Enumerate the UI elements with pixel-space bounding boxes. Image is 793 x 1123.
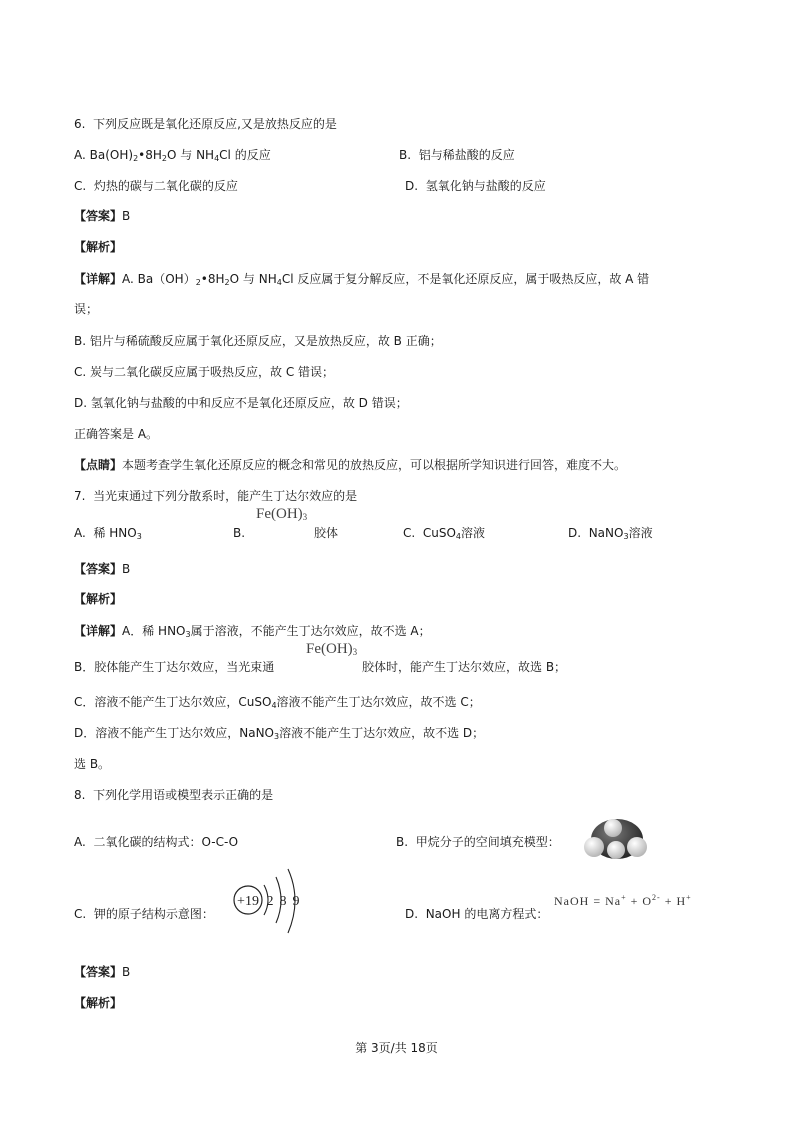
formula-text: Cl 的反应 xyxy=(219,148,271,162)
q6-detail-b: B. 铝片与稀硫酸反应属于氧化还原反应，又是放热反应，故 B 正确； xyxy=(74,334,442,348)
option-letter: A. xyxy=(74,148,86,162)
q7-stem-text: 当光束通过下列分散系时，能产生丁达尔效应的是 xyxy=(93,489,358,503)
subscript: 4 xyxy=(271,701,277,710)
subscript: 2 xyxy=(195,278,201,287)
subscript: 2 xyxy=(224,278,230,287)
q8-stem-text: 下列化学用语或模型表示正确的是 xyxy=(93,788,274,802)
subscript: 4 xyxy=(214,154,220,163)
detail-text: Cl 反应属于复分解反应，不是氧化还原反应，属于吸热反应，故 A 错 xyxy=(281,272,650,286)
comment-tag: 【点睛】 xyxy=(74,458,123,472)
page-footer: 第 3页/共 18页 xyxy=(355,1041,438,1055)
answer-tag: 【答案】 xyxy=(74,562,123,576)
q6-conclusion: 正确答案是 A。 xyxy=(74,427,159,441)
option-letter: C. xyxy=(74,179,87,193)
option-letter: A. xyxy=(74,526,86,540)
q7-analysis-tag: 【解析】 xyxy=(74,592,123,606)
q7-number: 7. xyxy=(74,489,86,503)
q6-comment xyxy=(74,457,626,473)
shell-1-count: 2 xyxy=(266,894,274,909)
detail-tag: 【详解】 xyxy=(74,272,123,286)
option-text: 二氧化碳的结构式：O-C-O xyxy=(93,835,239,849)
detail-text: 属于溶液，不能产生丁达尔效应，故不选 A； xyxy=(190,624,431,638)
q7-option-b-formula xyxy=(256,506,307,522)
q7-detail-d xyxy=(74,725,484,741)
q8-ionization-equation xyxy=(554,893,692,909)
answer-value: B xyxy=(122,209,131,223)
formula-text: •8H xyxy=(138,148,162,162)
subscript: 4 xyxy=(276,278,282,287)
q6-answer xyxy=(74,208,130,224)
formula-text: O 与 NH xyxy=(167,148,215,162)
q6-number: 6. xyxy=(74,117,86,131)
formula-text: Ba(OH) xyxy=(89,148,134,162)
option-letter: D. xyxy=(405,179,419,193)
q6-detail-a-cont: 误； xyxy=(74,302,99,316)
subscript: 3 xyxy=(274,732,280,741)
q6-detail-d: D. 氢氧化钠与盐酸的中和反应不是氧化还原反应，故 D 错误； xyxy=(74,396,408,410)
q7-answer xyxy=(74,561,130,577)
atom-structure-icon xyxy=(228,863,310,937)
equation-text: + O xyxy=(626,894,653,908)
q7-option-c xyxy=(403,525,485,541)
q8-stem xyxy=(74,787,273,803)
q6-analysis-tag: 【解析】 xyxy=(74,240,123,254)
detail-tag: 【详解】 xyxy=(74,624,123,638)
q6-stem xyxy=(74,116,337,132)
option-text: NaNO xyxy=(588,526,624,540)
option-letter: A. xyxy=(74,835,86,849)
formula-image-text: Fe(OH) xyxy=(306,641,353,657)
shell-2-count: 8 xyxy=(279,894,287,909)
detail-text: O 与 NH xyxy=(229,272,277,286)
q7-conclusion: 选 B。 xyxy=(74,757,111,771)
answer-value: B xyxy=(122,965,131,979)
q7-option-b-letter: B. xyxy=(233,526,246,540)
answer-tag: 【答案】 xyxy=(74,209,123,223)
superscript: + xyxy=(621,893,627,902)
methane-model-icon xyxy=(583,817,651,861)
subscript: 3 xyxy=(185,630,191,639)
equation-text: NaOH = Na xyxy=(554,894,622,908)
q7-detail-b-pre: B．胶体能产生丁达尔效应，当光束通 xyxy=(74,660,275,674)
option-text: 灼热的碳与二氧化碳的反应 xyxy=(93,179,238,193)
option-letter: D. xyxy=(568,526,582,540)
q7-stem xyxy=(74,488,357,504)
option-text: CuSO xyxy=(422,526,456,540)
q8-number: 8. xyxy=(74,788,86,802)
q6-stem-text: 下列反应既是氧化还原反应,又是放热反应的是 xyxy=(93,117,337,131)
detail-text: •8H xyxy=(200,272,225,286)
shell-3-count: 9 xyxy=(292,894,300,909)
subscript: 4 xyxy=(455,532,461,541)
q6-option-c xyxy=(74,178,238,194)
option-letter: C. xyxy=(403,526,416,540)
option-letter: B. xyxy=(396,835,409,849)
q7-option-d xyxy=(568,525,653,541)
equation-text: + H xyxy=(660,894,687,908)
superscript: + xyxy=(686,893,692,902)
option-text: 溶液 xyxy=(628,526,653,540)
detail-text: 溶液不能产生丁达尔效应，故不选 C； xyxy=(276,695,481,709)
answer-tag: 【答案】 xyxy=(74,965,123,979)
option-text: NaOH 的电离方程式： xyxy=(425,907,549,921)
q8-answer xyxy=(74,964,130,980)
q8-option-b xyxy=(396,834,560,850)
detail-text: 溶液不能产生丁达尔效应，故不选 D； xyxy=(279,726,485,740)
q6-option-b xyxy=(399,147,515,163)
detail-text: D．溶液不能产生丁达尔效应，NaNO xyxy=(74,726,274,740)
subscript: 2 xyxy=(133,154,139,163)
subscript: 3 xyxy=(302,512,308,522)
q8-option-c xyxy=(74,906,214,922)
q7-detail-b-formula xyxy=(306,641,357,657)
q7-option-b-text: 胶体 xyxy=(314,526,339,540)
q7-option-a xyxy=(74,525,142,541)
superscript: 2- xyxy=(652,893,661,902)
formula-image-text: Fe(OH) xyxy=(256,506,303,522)
q7-detail-b-post: 胶体时，能产生丁达尔效应，故选 B； xyxy=(362,660,567,674)
q7-detail-c xyxy=(74,694,481,710)
option-text: 铝与稀盐酸的反应 xyxy=(418,148,515,162)
q6-option-d xyxy=(405,178,546,194)
subscript: 3 xyxy=(352,647,358,657)
answer-value: B xyxy=(122,562,131,576)
q7-detail-a xyxy=(74,623,431,639)
q8-option-a xyxy=(74,834,238,850)
q8-analysis-tag: 【解析】 xyxy=(74,996,123,1010)
option-text: 钾的原子结构示意图： xyxy=(93,907,214,921)
option-text: 稀 HNO xyxy=(93,526,137,540)
option-letter: B. xyxy=(399,148,412,162)
detail-text: A．稀 HNO xyxy=(122,624,186,638)
detail-text: C．溶液不能产生丁达尔效应，CuSO xyxy=(74,695,272,709)
q6-detail-c: C. 炭与二氧化碳反应属于吸热反应，故 C 错误； xyxy=(74,365,335,379)
option-text: 溶液 xyxy=(460,526,485,540)
q6-detail-a xyxy=(74,271,649,287)
comment-text: 本题考查学生氧化还原反应的概念和常见的放热反应，可以根据所学知识进行回答，难度不大。 xyxy=(122,458,627,472)
atom-nucleus-label: +19 xyxy=(237,894,259,909)
subscript: 3 xyxy=(136,532,142,541)
option-letter: D. xyxy=(405,907,419,921)
option-text: 甲烷分子的空间填充模型： xyxy=(415,835,560,849)
option-letter: C. xyxy=(74,907,87,921)
q8-option-d xyxy=(405,906,548,922)
detail-text: A. Ba（OH） xyxy=(122,272,196,286)
subscript: 3 xyxy=(623,532,629,541)
subscript: 2 xyxy=(161,154,167,163)
option-text: 氢氧化钠与盐酸的反应 xyxy=(425,179,546,193)
q6-option-a xyxy=(74,147,271,163)
